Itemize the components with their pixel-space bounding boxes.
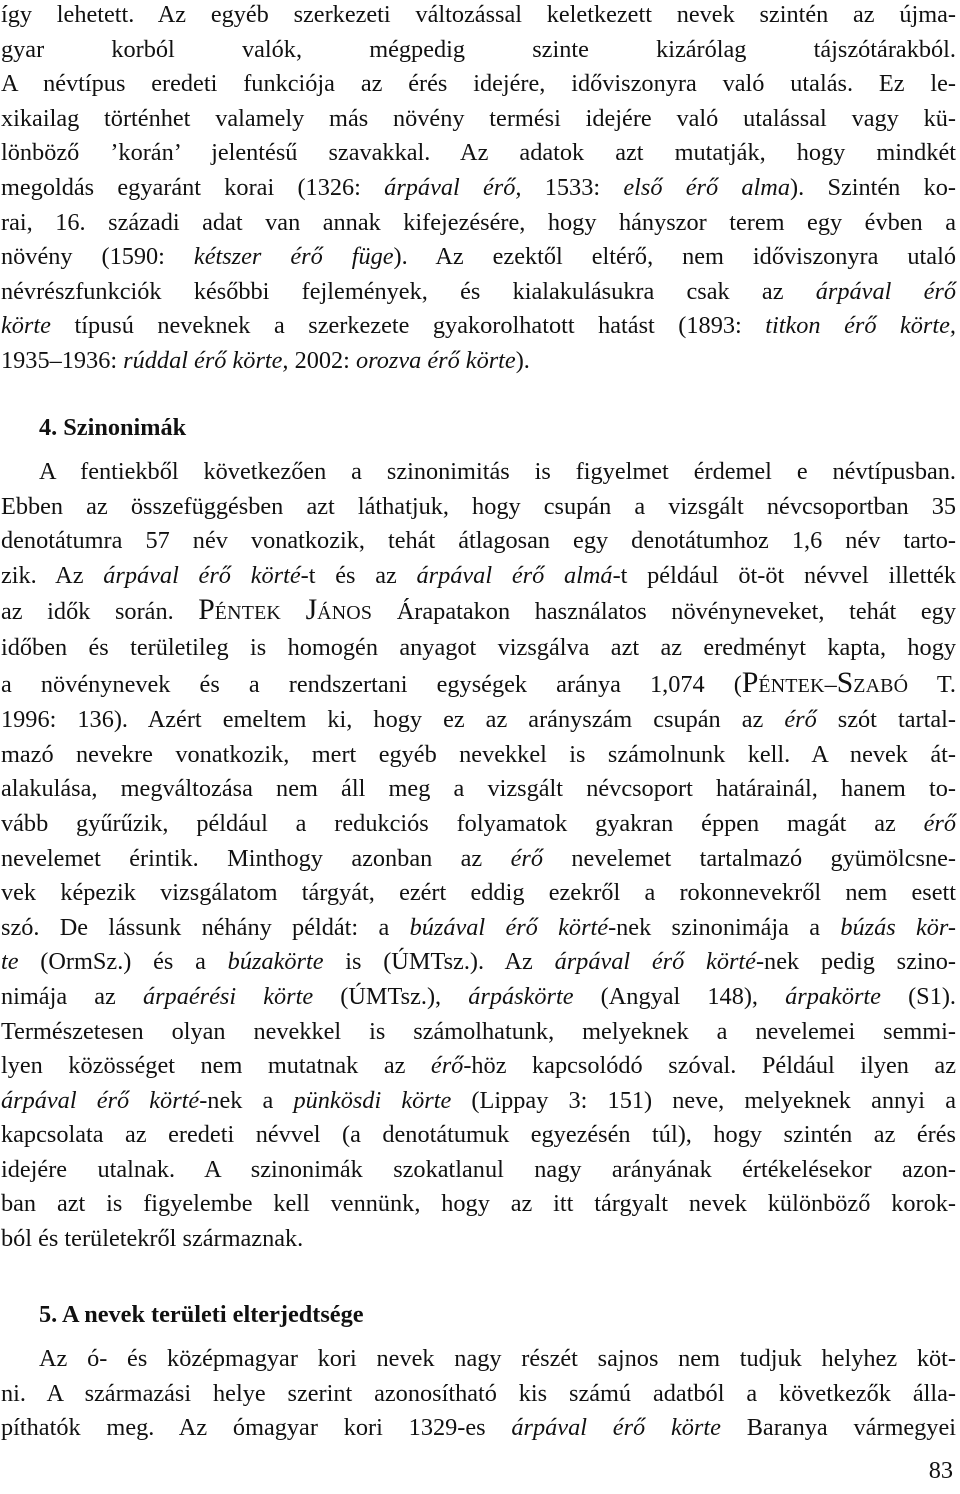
text-run: alakulása, megváltozása nem áll meg a vizsgált névcsoport határainál, hanem to- bbox=[1, 775, 956, 803]
text-run: A fentiekből következően a szinonimitás is figyelmet érdemel e névtípusban. bbox=[39, 458, 956, 485]
text-line bbox=[1, 33, 956, 68]
italic-term: búzás kör- bbox=[840, 913, 956, 941]
text-line bbox=[1, 842, 956, 877]
italic-term: árpával érő, bbox=[384, 173, 522, 201]
text-run: -t és az bbox=[300, 561, 417, 589]
text-line bbox=[1, 703, 956, 738]
text-line bbox=[1, 206, 956, 241]
text-line bbox=[1, 980, 956, 1015]
text-line bbox=[1, 1377, 956, 1412]
text-run: píthatók meg. Az ómagyar kori 1329-es bbox=[1, 1414, 512, 1442]
text-run: is (ÚMTsz.). Az bbox=[323, 948, 555, 976]
text-run: 1996: 136). Azért emeltem ki, hogy ez az arányszám csupán az bbox=[1, 706, 785, 734]
text-run: szó. De lássunk néhány példát: a bbox=[1, 913, 410, 941]
text-run: A névtípus eredeti funkciója az érés idejére, időviszonyra való utalás. Ez le- bbox=[1, 70, 956, 98]
text-line bbox=[1, 1084, 956, 1119]
text-line bbox=[1, 1411, 956, 1446]
text-run: ban azt is figyelembe kell vennünk, hogy az itt tárgyalt nevek különböző korok- bbox=[1, 1190, 956, 1218]
italic-term: pünkösdi körte bbox=[293, 1086, 452, 1114]
italic-term: árpával érő körté bbox=[1, 1086, 200, 1114]
italic-term: árpával érő körte bbox=[511, 1414, 721, 1442]
text-line bbox=[1, 136, 956, 171]
text-run: (Lippay 3: 151) neve, melyeknek annyi a bbox=[451, 1086, 956, 1114]
text-run: zik. Az bbox=[1, 561, 104, 589]
italic-term: kétszer érő füge bbox=[193, 243, 394, 271]
italic-term: érő bbox=[430, 1052, 464, 1080]
text-run: lyen közösséget nem mutatnak az bbox=[1, 1052, 431, 1080]
italic-term: árpával érő almá bbox=[416, 561, 613, 589]
text-run: idejére utalnak. A szinonimák szokatlanul nagy arányának értékelésekor azon- bbox=[1, 1155, 956, 1183]
italic-term: búzával érő körté bbox=[409, 913, 609, 941]
text-line bbox=[1, 240, 956, 275]
text-line bbox=[1, 1118, 956, 1153]
text-run: -höz kapcsolódó szóval. Például ilyen az bbox=[463, 1052, 956, 1080]
text-run: Természetesen olyan nevekkel is számolhatunk, melyeknek a nevelemei semmi- bbox=[1, 1017, 956, 1045]
text-line bbox=[1, 1153, 956, 1188]
text-line bbox=[1, 876, 956, 911]
text-line bbox=[1, 309, 956, 344]
text-line bbox=[1, 772, 956, 807]
text-run: ). bbox=[515, 346, 530, 374]
text-line bbox=[1, 524, 956, 559]
italic-term: első érő alma bbox=[623, 173, 791, 201]
italic-term: árpakörte bbox=[785, 982, 881, 1010]
text-run: mazó nevekre vonatkozik, mert egyéb nevekkel is számolnunk kell. A nevek át- bbox=[1, 740, 956, 768]
text-line bbox=[1, 1342, 956, 1377]
small-caps-name: ÁNOS bbox=[317, 602, 373, 625]
text-run: ). Szintén ko- bbox=[790, 173, 956, 201]
text-run: -nek a bbox=[199, 1086, 294, 1114]
italic-term: körte bbox=[1, 312, 51, 340]
text-run: kapcsolata az eredeti névvel (a denotátumuk egyezésén túl), hogy szintén az érés bbox=[1, 1121, 956, 1149]
text-line bbox=[1, 945, 956, 980]
small-caps-name: ZABÓ bbox=[853, 674, 909, 697]
text-line bbox=[1, 593, 956, 631]
text-run: Ebben az összefüggésben azt láthatjuk, hogy csupán a vizsgált névcsoportban 35 bbox=[1, 492, 956, 520]
name-initial: P bbox=[198, 594, 215, 627]
text-run: nevelemet érintik. Minthogy azonban az bbox=[1, 844, 511, 872]
text-line bbox=[1, 490, 956, 525]
text-line bbox=[1, 738, 956, 773]
text-line bbox=[1, 1222, 956, 1257]
page-number: 83 bbox=[928, 1457, 953, 1484]
text-line bbox=[1, 67, 956, 102]
italic-term: érő bbox=[784, 706, 817, 734]
text-line bbox=[1, 275, 956, 310]
italic-term: rúddal érő körte, bbox=[123, 346, 289, 374]
text-line bbox=[1, 807, 956, 842]
text-run: -nek szinonimája a bbox=[608, 913, 841, 941]
text-line bbox=[1, 344, 956, 379]
section-heading-4: 4. Szinonimák bbox=[39, 414, 187, 441]
text-line bbox=[1, 1015, 956, 1050]
italic-term: titkon érő körte, bbox=[765, 312, 956, 340]
text-run: denotátumra 57 név vonatkozik, tehát átlagosan egy denotátumhoz 1,6 név tarto- bbox=[1, 527, 956, 555]
text-line bbox=[1, 666, 956, 704]
text-run: xikailag történhet valamely más növény termési idejére való utalással vagy kü- bbox=[1, 104, 956, 132]
text-line bbox=[1, 455, 956, 490]
text-run: -t például öt-öt névvel illették bbox=[612, 561, 957, 589]
text-run: (Angyal 148), bbox=[573, 982, 786, 1010]
text-run: ból és területekről származnak. bbox=[1, 1225, 304, 1253]
text-line bbox=[1, 1049, 956, 1084]
text-run: 1533: bbox=[521, 173, 624, 201]
name-initial: P bbox=[741, 666, 759, 699]
text-run: ni. A származási helye szerint azonosítható kis számú adatból a következők álla- bbox=[1, 1379, 956, 1407]
text-run: megoldás egyaránt korai (1326: bbox=[1, 173, 385, 201]
italic-term: árpával érő bbox=[815, 277, 956, 305]
text-run: Az ó- és középmagyar kori nevek nagy részét sajnos nem tudjuk helyhez köt- bbox=[39, 1345, 956, 1372]
text-run: vek képezik vizsgálatom tárgyát, ezért eddig ezekről a rokonnevekről nem esett bbox=[1, 879, 956, 907]
text-run: növény (1590: bbox=[1, 243, 194, 271]
text-run bbox=[281, 598, 306, 625]
text-run: Baranya vármegyei bbox=[720, 1414, 956, 1442]
text-run: (ÚMTsz.), bbox=[313, 982, 469, 1010]
text-run: (OrmSz.) és a bbox=[18, 948, 228, 976]
text-run: szót tartal- bbox=[816, 706, 956, 734]
text-run: 2002: bbox=[288, 346, 357, 374]
text-run: vább gyűrűzik, például a redukciós folyamatok gyakran éppen magát az bbox=[1, 809, 924, 837]
italic-term: árpával érő körté bbox=[103, 561, 301, 589]
paragraph-name-function bbox=[1, 0, 956, 379]
italic-term: árpával érő körté bbox=[554, 948, 756, 976]
paragraph-territorial-spread bbox=[1, 1342, 956, 1446]
text-run: 1935–1936: bbox=[1, 346, 124, 374]
small-caps-name: ÉNTEK bbox=[758, 674, 825, 697]
italic-term: érő bbox=[510, 844, 543, 872]
text-line bbox=[1, 102, 956, 137]
italic-term: te bbox=[1, 948, 19, 976]
small-caps-name: ÉNTEK bbox=[214, 602, 282, 625]
italic-term: árpaérési körte bbox=[142, 982, 314, 1010]
text-run: – bbox=[824, 670, 837, 698]
name-initial: J bbox=[305, 594, 318, 627]
paragraph-synonyms bbox=[1, 455, 956, 1257]
text-run: névrészfunkciók későbbi fejlemények, és kialakulásukra csak az bbox=[1, 277, 816, 305]
italic-term: orozva érő körte bbox=[356, 346, 516, 374]
text-line bbox=[1, 1187, 956, 1222]
text-run: -nek pedig szino- bbox=[755, 948, 956, 976]
text-line bbox=[1, 559, 956, 594]
text-line bbox=[1, 0, 956, 33]
text-run: lönböző ’korán’ jelentésű szavakkal. Az adatok azt mutatják, hogy mindkét bbox=[1, 139, 956, 167]
italic-term: árpáskörte bbox=[468, 982, 574, 1010]
text-run: nevelemet tartalmazó gyümölcsne- bbox=[542, 844, 956, 872]
text-run: Árapatakon használatos növényneveket, tehát egy bbox=[372, 598, 956, 626]
text-run: így lehetett. Az egyéb szerkezeti változással keletkezett nevek szintén az újma- bbox=[1, 1, 956, 28]
text-run: gyar korból valók, mégpedig szinte kizárólag tájszótárakból. bbox=[1, 35, 956, 63]
text-run: típusú neveknek a szerkezete gyakorolhatott hatást (1893: bbox=[50, 312, 766, 340]
text-line bbox=[1, 171, 956, 206]
text-run: T. bbox=[908, 670, 957, 698]
name-initial: S bbox=[836, 666, 854, 699]
text-run: az idők során. bbox=[1, 598, 199, 626]
text-line bbox=[1, 631, 956, 666]
text-run: a növénynevek és a rendszertani egységek aránya 1,074 ( bbox=[1, 670, 742, 698]
text-run: (S1). bbox=[880, 982, 957, 1010]
text-run: nimája az bbox=[1, 982, 143, 1010]
italic-term: búzakörte bbox=[227, 948, 324, 976]
text-run: ). Az ezektől eltérő, nem időviszonyra utaló bbox=[393, 243, 956, 271]
text-line bbox=[1, 911, 956, 946]
text-run: időben és területileg is homogén anyagot vizsgálva azt az eredményt kapta, hogy bbox=[1, 633, 956, 661]
section-heading-5: 5. A nevek területi elterjedtsége bbox=[39, 1301, 364, 1328]
italic-term: érő bbox=[923, 809, 956, 837]
text-run: rai, 16. századi adat van annak kifejezésére, hogy hányszor terem egy évben a bbox=[1, 208, 956, 236]
